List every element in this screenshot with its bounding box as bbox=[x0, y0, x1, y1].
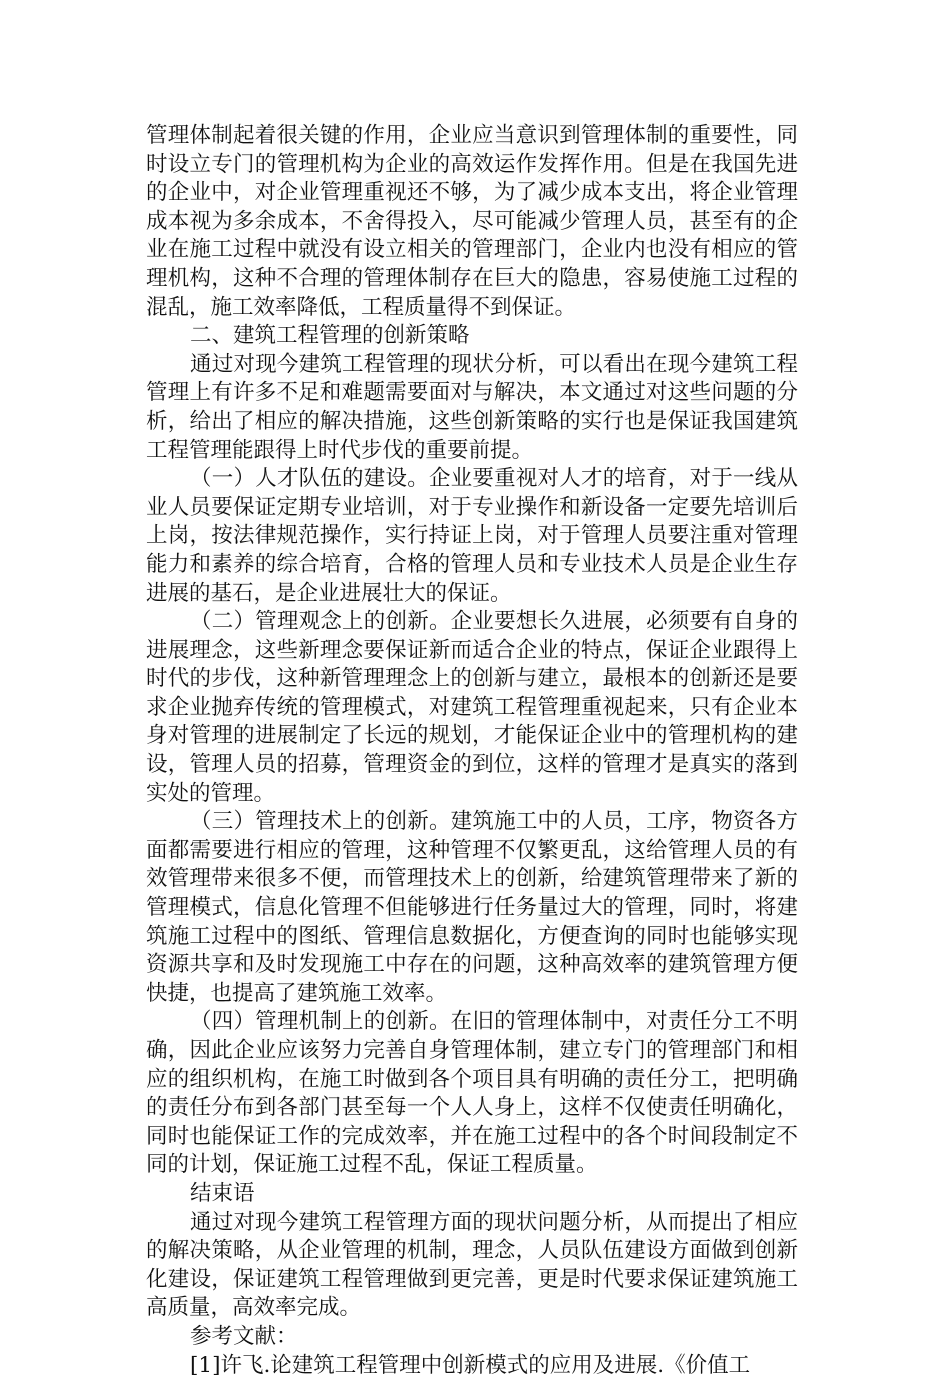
body-paragraph: 管理体制起着很关键的作用，企业应当意识到管理体制的重要性，同时设立专门的管理机构为企业的高效运作发挥作用。但是在我国先进的企业中，对企业管理重视还不够，为了减少成本支出，将企业管理成本视为多余成本，不舍得投入，尽可能减少管理人员，甚至有的企业在施工过程中就没有设立相关的管理部门，企业内也没有相应的管理机构，这种不合理的管理体制存在巨大的隐患，容易使施工过程的混乱，施工效率降低，工程质量得不到保证。 bbox=[146, 123, 798, 320]
body-paragraph: 通过对现今建筑工程管理的现状分析，可以看出在现今建筑工程管理上有许多不足和难题需要面对与解决，本文通过对这些问题的分析，给出了相应的解决措施，这些创新策略的实行也是保证我国建筑工程管理能跟得上时代步伐的重要前提。 bbox=[146, 351, 798, 463]
section-heading: 二、建筑工程管理的创新策略 bbox=[190, 323, 470, 349]
body-paragraph: 通过对现今建筑工程管理方面的现状问题分析，从而提出了相应的解决策略，从企业管理的机制，理念，人员队伍建设方面做到创新化建设，保证建筑工程管理做到更完善，更是时代要求保证建筑施工高质量，高效率完成。 bbox=[146, 1209, 798, 1321]
reference-entry: [1]许飞.论建筑工程管理中创新模式的应用及进展.《价值工 bbox=[190, 1352, 751, 1378]
document-page bbox=[146, 122, 798, 1380]
references-heading: 参考文献： bbox=[190, 1323, 298, 1349]
subsection-paragraph: （一）人才队伍的建设。企业要重视对人才的培育，对于一线从业人员要保证定期专业培训，对于专业操作和新设备一定要先培训后上岗，按法律规范操作，实行持证上岗，对于管理人员要注重对管理能力和素养的综合培育，合格的管理人员和专业技术人员是企业生存进展的基石，是企业进展壮大的保证。 bbox=[146, 466, 798, 606]
subsection-paragraph: （三）管理技术上的创新。建筑施工中的人员，工序，物资各方面都需要进行相应的管理，这种管理不仅繁更乱，这给管理人员的有效管理带来很多不便，而管理技术上的创新，给建筑管理带来了新的管理模式，信息化管理不但能够进行任务量过大的管理，同时，将建筑施工过程中的图纸、管理信息数据化，方便查询的同时也能够实现资源共享和及时发现施工中存在的问题，这种高效率的建筑管理方便快捷，也提高了建筑施工效率。 bbox=[146, 809, 798, 1006]
subsection-paragraph: （二）管理观念上的创新。企业要想长久进展，必须要有自身的进展理念，这些新理念要保证新而适合企业的特点，保证企业跟得上时代的步伐，这种新管理理念上的创新与建立，最根本的创新还是要求企业抛弃传统的管理模式，对建筑工程管理重视起来，只有企业本身对管理的进展制定了长远的规划，才能保证企业中的管理机构的建设，管理人员的招募，管理资金的到位，这样的管理才是真实的落到实处的管理。 bbox=[146, 609, 798, 806]
conclusion-heading: 结束语 bbox=[190, 1180, 255, 1206]
subsection-paragraph: （四）管理机制上的创新。在旧的管理体制中，对责任分工不明确，因此企业应该努力完善自身管理体制，建立专门的管理部门和相应的组织机构，在施工时做到各个项目具有明确的责任分工，把明确的责任分布到各部门甚至每一个人人身上，这样不仅使责任明确化，同时也能保证工作的完成效率，并在施工过程中的各个时间段制定不同的计划，保证施工过程不乱，保证工程质量。 bbox=[146, 1009, 798, 1178]
